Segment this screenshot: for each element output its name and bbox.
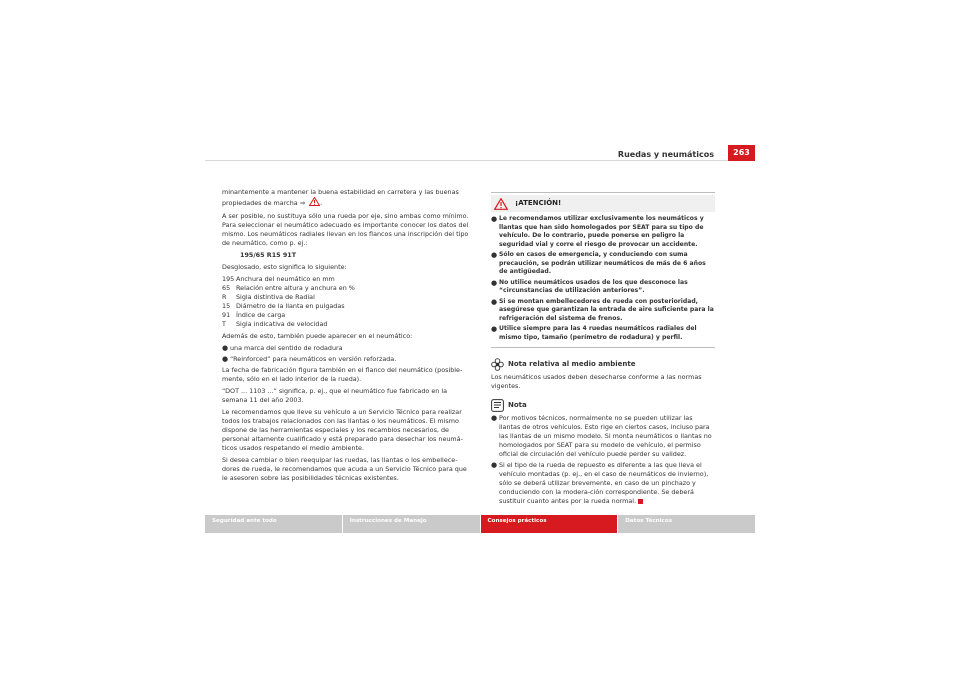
warning-title: ¡ATENCIÓN! bbox=[515, 199, 562, 207]
bullet-icon: ● bbox=[491, 325, 498, 333]
note-icon bbox=[491, 399, 504, 412]
list-item bbox=[222, 284, 472, 293]
paragraph-2: Desglosado, esto significa lo siguiente: bbox=[222, 263, 347, 271]
bullet-icon: ● bbox=[491, 251, 498, 259]
note-title: Nota bbox=[508, 401, 527, 409]
end-mark-icon bbox=[638, 499, 643, 504]
warning-item bbox=[491, 215, 715, 249]
list-item bbox=[222, 293, 472, 302]
code-num: 91 bbox=[222, 311, 231, 319]
code-num: 15 bbox=[222, 302, 231, 310]
bullet-icon: ● bbox=[491, 297, 498, 306]
code-text: Diámetro de la llanta en pulgadas bbox=[236, 302, 345, 310]
tyre-code: 195/65 R15 91T bbox=[240, 251, 297, 259]
paragraph-7: Si desea cambiar o bien reequipar las ruedas, las llantas o los embellece-dores de rueda, le recomendamos que acuda a un Servicio Técnico para que le asesoren sobre las posibilidades técnicas existentes. bbox=[222, 456, 467, 482]
tab-instrucciones[interactable]: Instrucciones de Manejo bbox=[343, 515, 480, 533]
warning-text: Le recomendamos utilizar exclusivamente los neumáticos y llantas que han sido homologados por SEAT para su tipo de vehículo. De lo contrario, puede ponerse en peligro la seguridad vial y corre el riesgo de provocar un accidente. bbox=[499, 215, 704, 248]
warning-text: No utilice neumáticos usados de los que desconoce las “circunstancias de utilización anteriores”. bbox=[499, 278, 688, 294]
warning-text: Si se montan embellecedores de rueda con posterioridad, asegúrese que garantizan la entrada de aire suficiente para la refrigeración del sistema de frenos. bbox=[499, 297, 714, 322]
paragraph-4: La fecha de fabricación figura también en el flanco del neumático (posible-mente, sólo en el lado interior de la rueda). bbox=[222, 366, 463, 383]
tab-datos[interactable]: Datos Técnicos bbox=[618, 515, 755, 533]
tyre-code-list bbox=[222, 275, 472, 329]
bullet-icon: ● bbox=[491, 215, 498, 223]
bullet-icon: ● bbox=[491, 414, 498, 422]
tab-consejos[interactable]: Consejos prácticos bbox=[481, 515, 618, 533]
code-text: Sigla distintiva de Radial bbox=[236, 293, 315, 301]
bullet-text: una marca del sentido de rodadura bbox=[230, 344, 343, 352]
code-text: Relación entre altura y anchura en % bbox=[236, 284, 355, 292]
tab-seguridad[interactable]: Seguridad ante todo bbox=[205, 515, 342, 533]
intro-text: minantemente a mantener la buena estabilidad en carretera y las buenas propiedades de marcha ⇒ bbox=[222, 188, 459, 207]
list-item bbox=[222, 311, 472, 320]
paragraph-1: A ser posible, no sustituya sólo una rueda por eje, sino ambas como mínimo. Para seleccionar el neumático adecuado es importante conocer los datos del mismo. Los neumáticos radiales llevan en los flancos una inscripción del tipo de neumático, como p. ej.: bbox=[222, 212, 469, 247]
warning-text: Sólo en casos de emergencia, y conduciendo con suma precaución, se podrán utilizar neumáticos de más de 6 años de antigüedad. bbox=[499, 251, 706, 275]
paragraph-3: Además de esto, también puede aparecer en el neumático: bbox=[222, 332, 413, 340]
footer-nav bbox=[205, 515, 755, 533]
code-num: T bbox=[222, 320, 226, 328]
code-text: Índice de carga bbox=[236, 311, 286, 319]
left-column bbox=[222, 188, 472, 486]
bullet-item bbox=[222, 344, 472, 353]
warning-triangle-icon bbox=[309, 197, 320, 209]
bullet-icon: ● bbox=[222, 344, 229, 352]
warning-text: Utilice siempre para las 4 ruedas neumáticos radiales del mismo tipo, tamaño (perímetro de rodadura) y perfil. bbox=[499, 325, 697, 341]
paragraph-5: “DOT ... 1103 ...” significa, p. ej., que el neumático fue fabricado en la semana 11 del año 2003. bbox=[222, 387, 448, 404]
environment-text: Los neumáticos usados deben desecharse conforme a las normas vigentes. bbox=[491, 373, 702, 390]
note-item bbox=[491, 414, 715, 459]
bullet-text: “Reinforced” para neumáticos en versión reforzada. bbox=[230, 355, 397, 363]
paragraph-6: Le recomendamos que lleve su vehículo a un Servicio Técnico para realizar todos los trabajos relacionados con las llantas o los neumáticos. El mismo dispone de las herramientas especiales y los recambios necesarios, de personal altamente cualificado y está preparado para desechar los neumá-ticos usados respetando el medio ambiente. bbox=[222, 408, 463, 452]
code-text: Anchura del neumático en mm bbox=[236, 275, 335, 283]
bullet-item bbox=[222, 355, 472, 364]
warning-box bbox=[491, 192, 715, 348]
bullet-icon: ● bbox=[491, 461, 498, 469]
note-text: Por motivos técnicos, normalmente no se pueden utilizar las llantas de otros vehículos. Esto rige en ciertos casos, incluso para las llantas de un mismo modelo. Si monta neumáticos o llantas no homologados por SEAT para su modelo de vehículo, el permiso oficial de circulación del vehículo puede perder su validez. bbox=[499, 414, 712, 458]
header-rule bbox=[205, 160, 755, 161]
right-column bbox=[491, 192, 715, 508]
flower-icon bbox=[491, 358, 504, 371]
list-item bbox=[222, 275, 472, 284]
warning-item bbox=[491, 325, 715, 342]
warning-item bbox=[491, 251, 715, 277]
note-item bbox=[491, 461, 715, 506]
code-text: Sigla indicativa de velocidad bbox=[236, 320, 328, 328]
warning-item bbox=[491, 279, 715, 296]
warning-item bbox=[491, 298, 715, 324]
page-number: 263 bbox=[728, 145, 755, 161]
code-num: R bbox=[222, 293, 227, 301]
environment-title: Nota relativa al medio ambiente bbox=[508, 360, 636, 368]
note-heading bbox=[491, 399, 715, 412]
intro-paragraph: minantemente a mantener la buena estabilidad en carretera y las buenas propiedades de marcha ⇒ . bbox=[222, 188, 459, 207]
bullet-icon: ● bbox=[491, 278, 498, 287]
bullet-icon: ● bbox=[222, 355, 229, 363]
code-num: 65 bbox=[222, 284, 231, 292]
environment-heading bbox=[491, 358, 715, 371]
page-title: Ruedas y neumáticos bbox=[617, 150, 714, 159]
code-num: 195 bbox=[222, 275, 235, 283]
note-text: Si el tipo de la rueda de repuesto es diferente a las que lleva el vehículo montadas (p. ej., en el caso de neumáticos de invierno), sólo se deberá utilizar brevemente, en caso de un pinchazo y conduciendo con la modera-ción correspondiente. Se deberá sustituir cuanto antes por la rueda normal. bbox=[499, 461, 709, 505]
warning-triangle-icon bbox=[491, 198, 511, 210]
list-item bbox=[222, 320, 472, 329]
list-item bbox=[222, 302, 472, 311]
warning-header bbox=[491, 195, 715, 212]
